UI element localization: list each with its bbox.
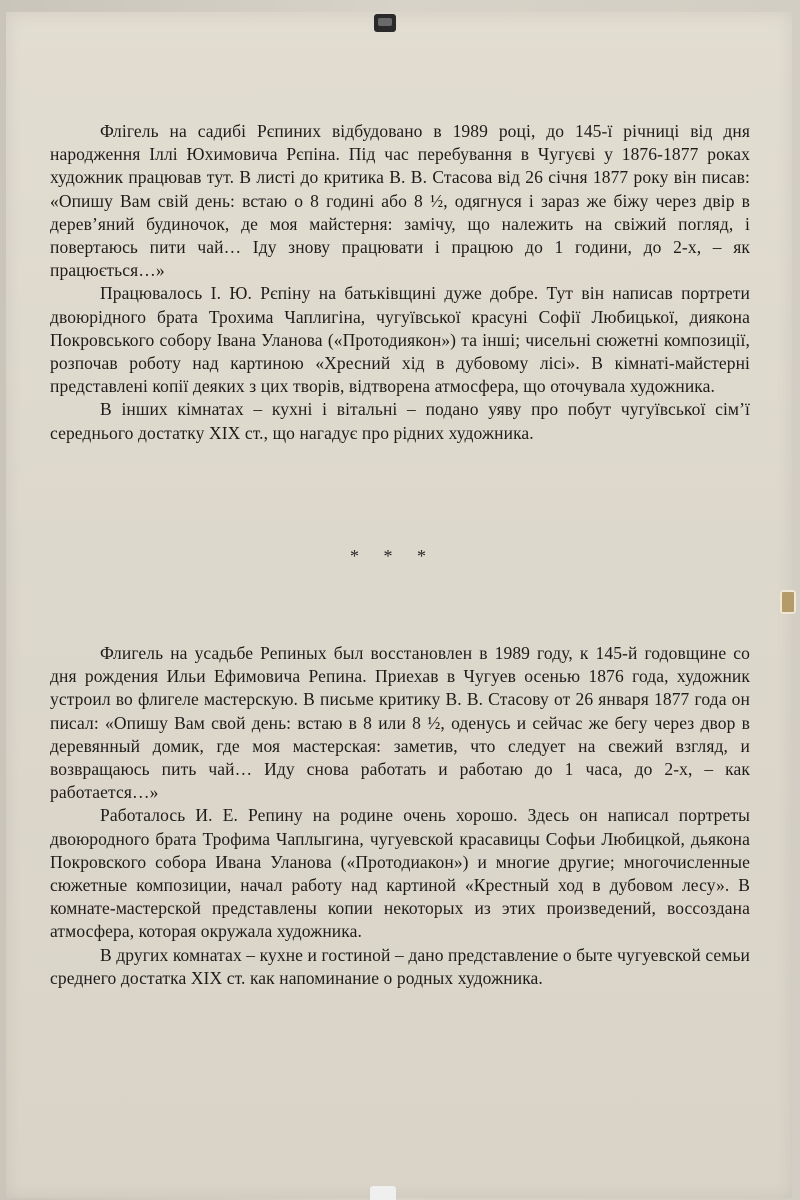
- russian-paragraph-2: Работалось И. Е. Репину на родине очень хорошо. Здесь он написал портреты двоюродного брата Трофима Чаплыгина, чугуевской красавицы Софьи Любицкой, дьякона Покровского собора Ивана Уланова («Протодиакон») и многие другие; многочисленные сюжетные композиции, начал работу над картиной «Крестный ход в дубовом лесу». В комнате-мастерской представлены копии некоторых из этих произведений, воссоздана атмосфера, которая окружала художника.: [50, 805, 750, 942]
- bottom-frame-clip: [370, 1186, 396, 1200]
- russian-text-section: [50, 642, 750, 990]
- section-separator: * * *: [350, 546, 436, 566]
- ukrainian-paragraph-1: Флігель на садибі Рєпиних відбудовано в 1989 році, до 145-ї річниці від дня народження Іллі Юхимовича Рєпіна. Під час перебування в Чугуєві у 1876-1877 роках художник працював тут. В листі до критика В. В. Стасова від 26 січня 1877 року він писав: «Опишу Вам свій день: встаю о 8 годині або 8 ½, одягнуся і зараз же біжу через двір в дерев’яний будиночок, де моя майстерня: замічу, що належить на свіжий погляд, і повертаюсь пити чай… Іду знову працювати і працюю до 1 години, до 2-х, – як працюється…»: [50, 121, 750, 281]
- ukrainian-paragraph-3: В інших кімнатах – кухні і вітальні – подано уяву про побут чугуївської сім’ї середнього достатку XIX ст., що нагадує про рідних художника.: [50, 399, 750, 443]
- right-frame-clip: [780, 590, 796, 614]
- russian-paragraph-1: Флигель на усадьбе Репиных был восстановлен в 1989 году, к 145-й годовщине со дня рождения Ильи Ефимовича Репина. Приехав в Чугуев осенью 1876 года, художник устроил во флигеле мастерскую. В письме критику В. В. Стасову от 26 января 1877 года он писал: «Опишу Вам свой день: встаю в 8 или 8 ½, оденусь и сейчас же бегу через двор в деревянный домик, где моя мастерская: заметив, что следует на свежий взгляд, и возвращаюсь пить чай… Иду снова работать и работаю до 1 часа, до 2-х, – как работается…»: [50, 643, 750, 803]
- top-frame-clip: [374, 14, 396, 32]
- ukrainian-text-section: [50, 120, 750, 445]
- russian-paragraph-3: В других комнатах – кухне и гостиной – дано представление о быте чугуевской семьи среднего достатка XIX ст. как напоминание о родных художника.: [50, 944, 750, 988]
- ukrainian-paragraph-2: Працювалось І. Ю. Рєпіну на батьківщині дуже добре. Тут він написав портрети двоюрідного брата Трохима Чаплигіна, чугуївської красуні Софії Любицької, диякона Покровського собору Івана Уланова («Протодиякон») та інші; чисельні сюжетні композиції, розпочав роботу над картиною «Хресний хід в дубовому лісі». В кімнаті-майстерні представлені копії деяких з цих творів, відтворена атмосфера, що оточувала художника.: [50, 283, 750, 397]
